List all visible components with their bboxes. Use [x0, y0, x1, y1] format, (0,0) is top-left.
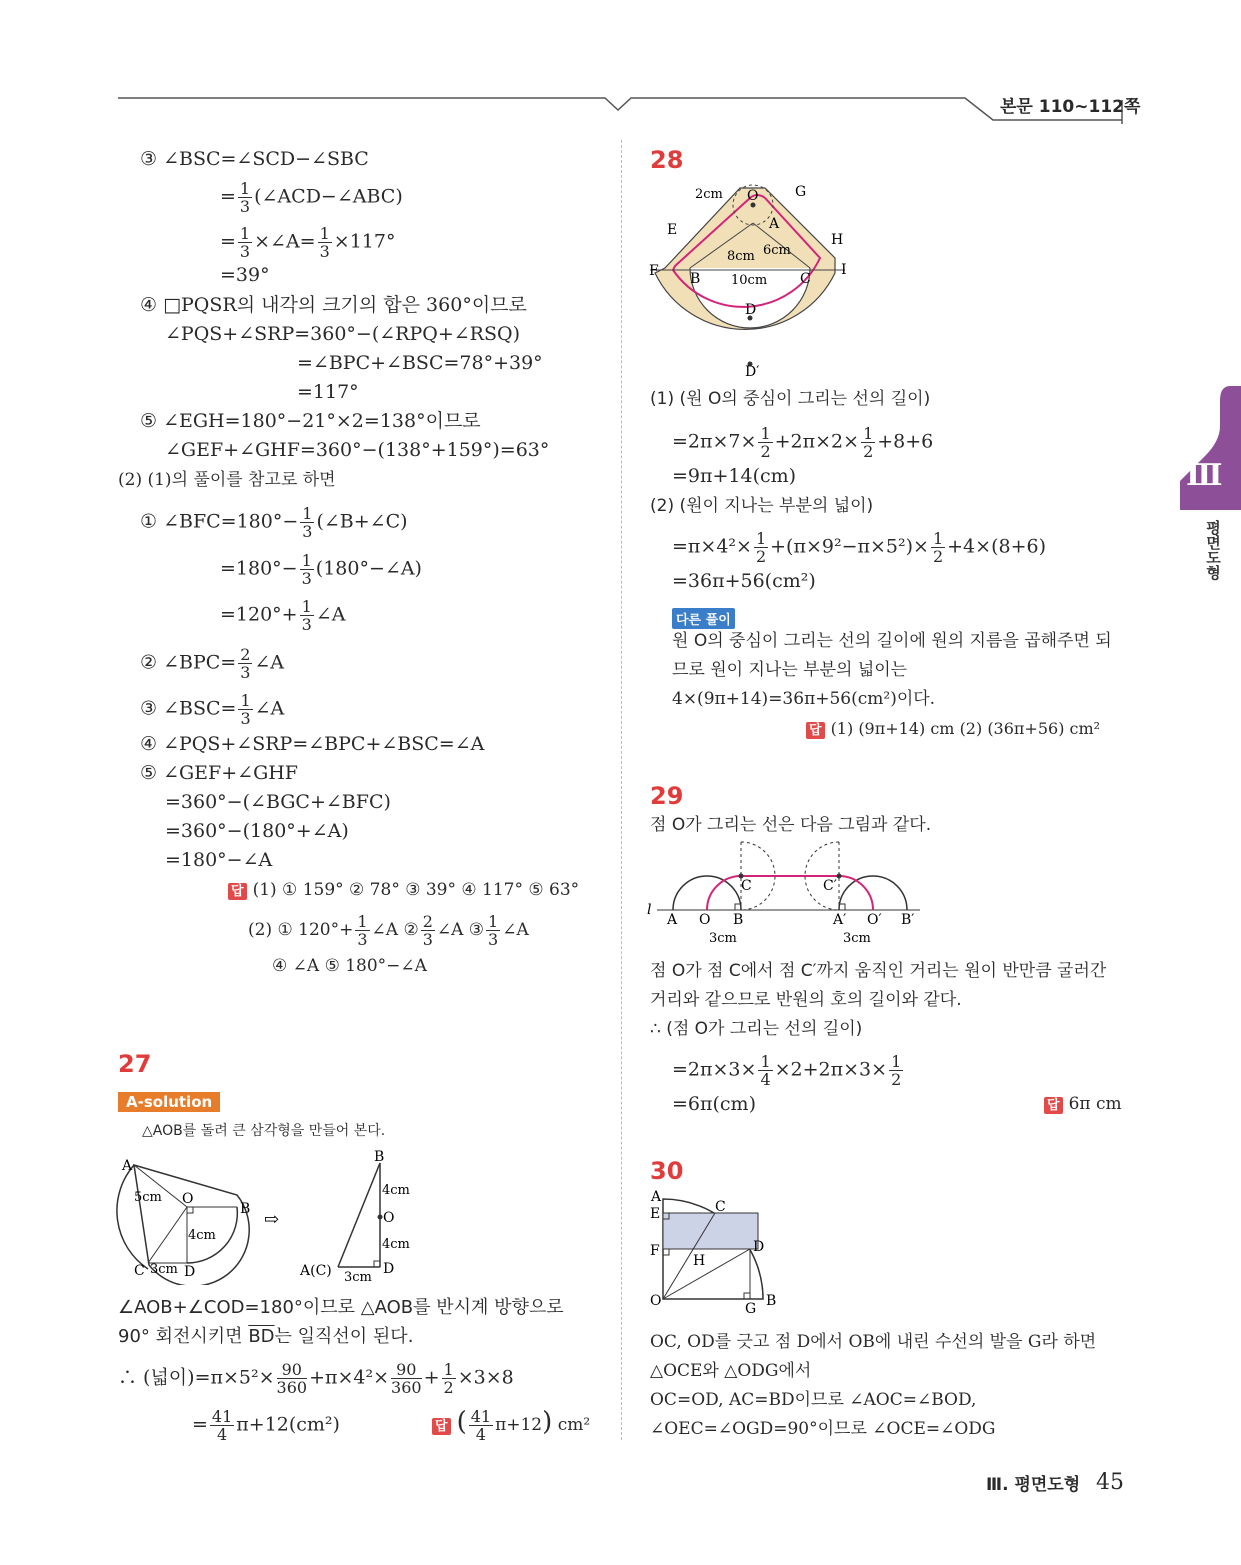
text-line: ∠OEC=∠OGD=90°이므로 ∠OCE=∠ODG — [650, 1419, 996, 1439]
text-line: 거리와 같으므로 반원의 호의 길이와 같다. — [650, 990, 962, 1010]
label-B: B — [766, 1293, 777, 1309]
label-B2: B — [374, 1149, 385, 1165]
label-B: B — [240, 1201, 251, 1217]
label-H: H — [831, 232, 844, 248]
figure-27 — [112, 1145, 432, 1285]
text-line: 4×(9π+14)=36π+56(cm²)이다. — [672, 689, 936, 709]
answer-line: 답 (1) (9π+14) cm (2) (36π+56) cm² — [806, 716, 1100, 742]
label-O: O — [747, 188, 759, 204]
side-tab-label: 평면도형 — [1204, 520, 1222, 580]
answer-line: 답 (1) ① 159° ② 78° ③ 39° ④ 117° ⑤ 63° — [228, 877, 579, 903]
text-line: ∠AOB+∠COD=180°이므로 △AOB를 반시계 방향으로 — [118, 1297, 564, 1318]
problem-number-28: 28 — [650, 146, 684, 174]
label-10cm: 10cm — [731, 273, 768, 288]
text-line: =39° — [220, 264, 270, 286]
text-line: =6π(cm) — [672, 1093, 756, 1115]
label-O2: O — [383, 1210, 395, 1226]
answer-line: 답 ( $\frac{41}{4}$ π+12) cm² — [432, 1408, 590, 1443]
answer-badge: 답 — [1044, 1097, 1063, 1114]
text-line: =117° — [297, 381, 359, 403]
text-line: =36π+56(cm²) — [672, 570, 816, 592]
label-C: C — [715, 1199, 726, 1215]
label-O: O — [699, 912, 711, 928]
label-H: H — [693, 1253, 706, 1269]
text-line: 점 O가 점 C에서 점 C′까지 움직인 거리는 원이 반만큼 굴러간 — [650, 961, 1107, 981]
text-line: = $\frac{1}{3}$ ×∠A= $\frac{1}{3}$ ×117° — [220, 224, 396, 261]
text-line: =180°− $\frac{1}{3}$ (180°−∠A) — [220, 551, 422, 588]
label-I: I — [841, 262, 847, 278]
text-line: ① ∠BFC=180°− $\frac{1}{3}$ (∠B+∠C) — [140, 504, 408, 541]
text-line: △AOB를 돌려 큰 삼각형을 만들어 본다. — [142, 1123, 386, 1139]
text-line: ③ ∠BSC=∠SCD−∠SBC — [140, 148, 369, 170]
text-line: 점 O가 그리는 선은 다음 그림과 같다. — [650, 815, 932, 835]
text-line: (1) (원 O의 중심이 그리는 선의 길이) — [650, 389, 931, 409]
header-page-ref: 본문 110∼112쪽 — [1000, 97, 1141, 117]
label-A: A — [651, 1189, 662, 1205]
label-8cm: 8cm — [727, 249, 755, 264]
text-line: ④ ∠PQS+∠SRP=∠BPC+∠BSC=∠A — [140, 733, 485, 755]
text-line: 원 O의 중심이 그리는 선의 길이에 원의 지름을 곱해주면 되 — [672, 631, 1112, 651]
side-tab-numeral: Ⅲ — [1186, 458, 1223, 493]
label-D: D — [184, 1264, 196, 1280]
label-4cm: 4cm — [188, 1228, 216, 1243]
text-line: ∴ (넓이)=π×5²× $\frac{90}{360}$ +π×4²× $\frac{90}{360}$ + $\frac{1}{2}$ ×3×8 — [118, 1360, 514, 1397]
problem-number-27: 27 — [118, 1050, 152, 1078]
label-O-prime: O′ — [867, 912, 882, 928]
label-A: A — [122, 1158, 133, 1174]
label-A: A — [769, 216, 780, 232]
label-G: G — [795, 184, 807, 200]
text-line: (2) (1)의 풀이를 참고로 하면 — [118, 470, 336, 490]
a-solution-badge: A-solution — [118, 1092, 220, 1112]
text-line: =9π+14(cm) — [672, 465, 797, 487]
text-line: =2π×3× $\frac{1}{4}$ ×2+2π×3× $\frac{1}{2}$ — [672, 1052, 902, 1089]
problem-number-30: 30 — [650, 1157, 684, 1185]
text-line: ⑤ ∠GEF+∠GHF — [140, 762, 298, 784]
text-line: ∴ (점 O가 그리는 선의 길이) — [650, 1019, 863, 1039]
label-C: C — [741, 878, 752, 894]
label-F: F — [650, 1243, 660, 1259]
label-A: A — [667, 912, 678, 928]
text-line: =360°−(∠BGC+∠BFC) — [165, 791, 391, 813]
text-line: △OCE와 △ODG에서 — [650, 1361, 812, 1381]
footer-chapter: Ⅲ. 평면도형 — [986, 1475, 1081, 1495]
text-line: ④ □PQSR의 내각의 크기의 합은 360°이므로 — [140, 294, 527, 316]
label-5cm: 5cm — [134, 1190, 162, 1205]
label-4cm-bot: 4cm — [382, 1237, 410, 1252]
answer-badge: 답 — [432, 1418, 451, 1435]
text-line: =180°−∠A — [165, 849, 273, 871]
text-line: OC, OD를 긋고 점 D에서 OB에 내린 수선의 발을 G라 하면 — [650, 1332, 1097, 1352]
label-C-prime: C′ — [823, 878, 837, 894]
label-6cm: 6cm — [763, 243, 791, 258]
label-A-prime: A′ — [833, 912, 847, 928]
label-D: D — [745, 302, 757, 318]
label-C: C — [134, 1263, 145, 1279]
figure-28 — [645, 178, 865, 378]
label-O: O — [650, 1293, 662, 1309]
text-line: 90° 회전시키면 $\overline{BD}$는 일직선이 된다. — [118, 1326, 414, 1347]
label-3cm-b: 3cm — [843, 931, 871, 946]
answer-badge: 답 — [228, 883, 247, 900]
text-line: ③ ∠BSC= $\frac{1}{3}$ ∠A — [140, 691, 285, 728]
text-line: (2) (원이 지나는 부분의 넓이) — [650, 496, 874, 516]
text-line: ⑤ ∠EGH=180°−21°×2=138°이므로 — [140, 410, 481, 432]
figure-29 — [645, 838, 925, 948]
answer-line: ④ ∠A ⑤ 180°−∠A — [272, 956, 427, 976]
text-line: = $\frac{1}{3}$ (∠ACD−∠ABC) — [220, 179, 403, 216]
label-G: G — [745, 1301, 757, 1315]
text-line: =2π×7× $\frac{1}{2}$ +2π×2× $\frac{1}{2}$ +8+6 — [672, 424, 934, 461]
answer-line: (2) ① 120°+ $\frac{1}{3}$ ∠A ② $\frac{2}{3}$ ∠A ③ $\frac{1}{3}$ ∠A — [248, 912, 529, 949]
text-line: = $\frac{41}{4}$ π+12(cm²) — [192, 1407, 340, 1444]
label-3cm: 3cm — [150, 1262, 178, 1277]
text-line: =∠BPC+∠BSC=78°+39° — [297, 352, 543, 374]
figure-30 — [645, 1185, 795, 1315]
label-3cm: 3cm — [709, 931, 737, 946]
label-B-prime: B′ — [901, 912, 915, 928]
label-B: B — [690, 271, 701, 287]
text-line: OC=OD, AC=BD이므로 ∠AOC=∠BOD, — [650, 1390, 977, 1410]
label-C: C — [800, 271, 811, 287]
label-3cm-b: 3cm — [344, 1270, 372, 1285]
answer-badge: 답 — [806, 722, 825, 739]
text-line: ② ∠BPC= $\frac{2}{3}$ ∠A — [140, 645, 285, 682]
label-B: B — [733, 912, 744, 928]
label-O: O — [182, 1191, 194, 1207]
problem-number-29: 29 — [650, 782, 684, 810]
text-line: =π×4²× $\frac{1}{2}$ +(π×9²−π×5²)× $\frac{1}{2}$ +4×(8+6) — [672, 529, 1046, 566]
arrow-symbol: ⇨ — [264, 1209, 280, 1230]
text-line: 므로 원이 지나는 부분의 넓이는 — [672, 660, 908, 680]
answer-line: 답 6π cm — [1044, 1091, 1122, 1117]
label-E: E — [650, 1206, 661, 1222]
text-line: =120°+ $\frac{1}{3}$ ∠A — [220, 597, 346, 634]
label-l: l — [647, 902, 652, 918]
label-AC: A(C) — [300, 1263, 332, 1279]
footer-page-number: 45 — [1096, 1470, 1124, 1495]
text-line: ∠PQS+∠SRP=360°−(∠RPQ+∠RSQ) — [165, 323, 520, 345]
label-D2: D — [383, 1261, 395, 1277]
label-4cm-top: 4cm — [382, 1183, 410, 1198]
label-E: E — [667, 222, 678, 238]
label-2cm: 2cm — [695, 187, 723, 202]
column-divider — [621, 140, 622, 1440]
alt-solution-badge: 다른 풀이 — [672, 608, 735, 629]
text-line: =360°−(180°+∠A) — [165, 820, 349, 842]
label-D-prime: D′ — [745, 364, 760, 378]
label-F: F — [649, 263, 659, 279]
text-line: ∠GEF+∠GHF=360°−(138°+159°)=63° — [165, 439, 550, 461]
label-D: D — [753, 1239, 765, 1255]
